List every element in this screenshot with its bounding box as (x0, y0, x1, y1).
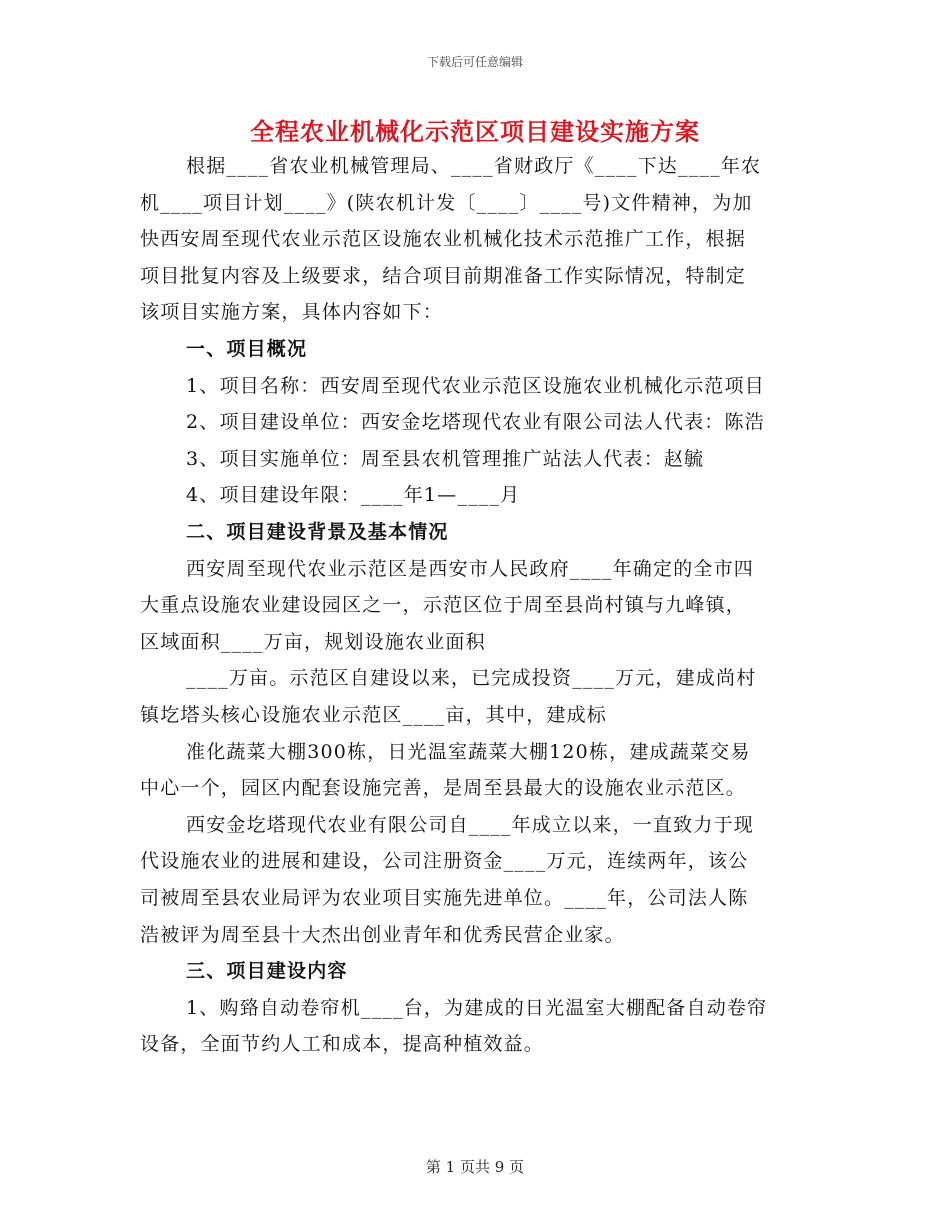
body-line: 快西安周至现代农业示范区设施农业机械化技术示范推广工作，根据 (140, 228, 747, 251)
body-line: 浩被评为周至县十大杰出创业青年和优秀民营企业家。 (140, 923, 625, 946)
body-line: 设备，全面节约人工和成本，提高种植效益。 (140, 1033, 545, 1056)
body-line: 根据____省农业机械管理局、____省财政厅《____下达____年农 (186, 155, 762, 177)
body-line: 区域面积____万亩，规划设施农业面积 (140, 630, 486, 653)
body-line: ____万亩。示范区自建设以来，已完成投资____万元，建成尚村 (186, 667, 757, 690)
body-line: 3、项目实施单位：周至县农机管理推广站法人代表：赵毓 (186, 447, 705, 470)
body-line: 准化蔬菜大棚300栋，日光温室蔬菜大棚120栋，建成蔬菜交易 (186, 740, 751, 763)
body-line: 1、项目名称：西安周至现代农业示范区设施农业机械化示范项目 (186, 374, 765, 397)
body-line: 机____项目计划____》(陕农机计发〔____〕____号)文件精神，为加 (140, 191, 753, 214)
body-line: 4、项目建设年限：____年1—____月 (186, 484, 521, 507)
page-footer: 第 1 页共 9 页 (425, 1158, 525, 1176)
body-line: 2、项目建设单位：西安金圪塔现代农业有限公司法人代表：陈浩 (186, 411, 765, 434)
body-line: 镇圪塔头核心设施农业示范区____亩，其中，建成标 (140, 704, 608, 726)
body-line: 西安金圪塔现代农业有限公司自____年成立以来，一直致力于现 (186, 813, 755, 836)
section-heading: 二、项目建设背景及基本情况 (186, 521, 449, 543)
body-line: 司被周至县农业局评为农业项目实施先进单位。____年，公司法人陈 (140, 887, 749, 909)
body-line: 项目批复内容及上级要求，结合项目前期准备工作实际情况，特制定 (140, 264, 747, 287)
body-line: 西安周至现代农业示范区是西安市人民政府____年确定的全市四 (186, 557, 755, 580)
section-heading: 三、项目建设内容 (186, 960, 348, 983)
section-heading: 一、项目概况 (186, 338, 308, 360)
body-line: 1、购臵自动卷帘机____台，为建成的日光温室大棚配备自动卷帘 (186, 996, 768, 1019)
body-line: 代设施农业的进展和建设，公司注册资金____万元，连续两年，该公 (140, 850, 749, 873)
body-line: 大重点设施农业建设园区之一，示范区位于周至县尚村镇与九峰镇， (140, 594, 747, 617)
body-line: 中心一个，园区内配套设施完善，是周至县最大的设施农业示范区。 (140, 777, 747, 800)
body-line: 该项目实施方案，具体内容如下： (140, 301, 444, 324)
document-title: 全程农业机械化示范区项目建设实施方案 (250, 117, 700, 146)
header-note: 下载后可任意编辑 (426, 55, 523, 69)
